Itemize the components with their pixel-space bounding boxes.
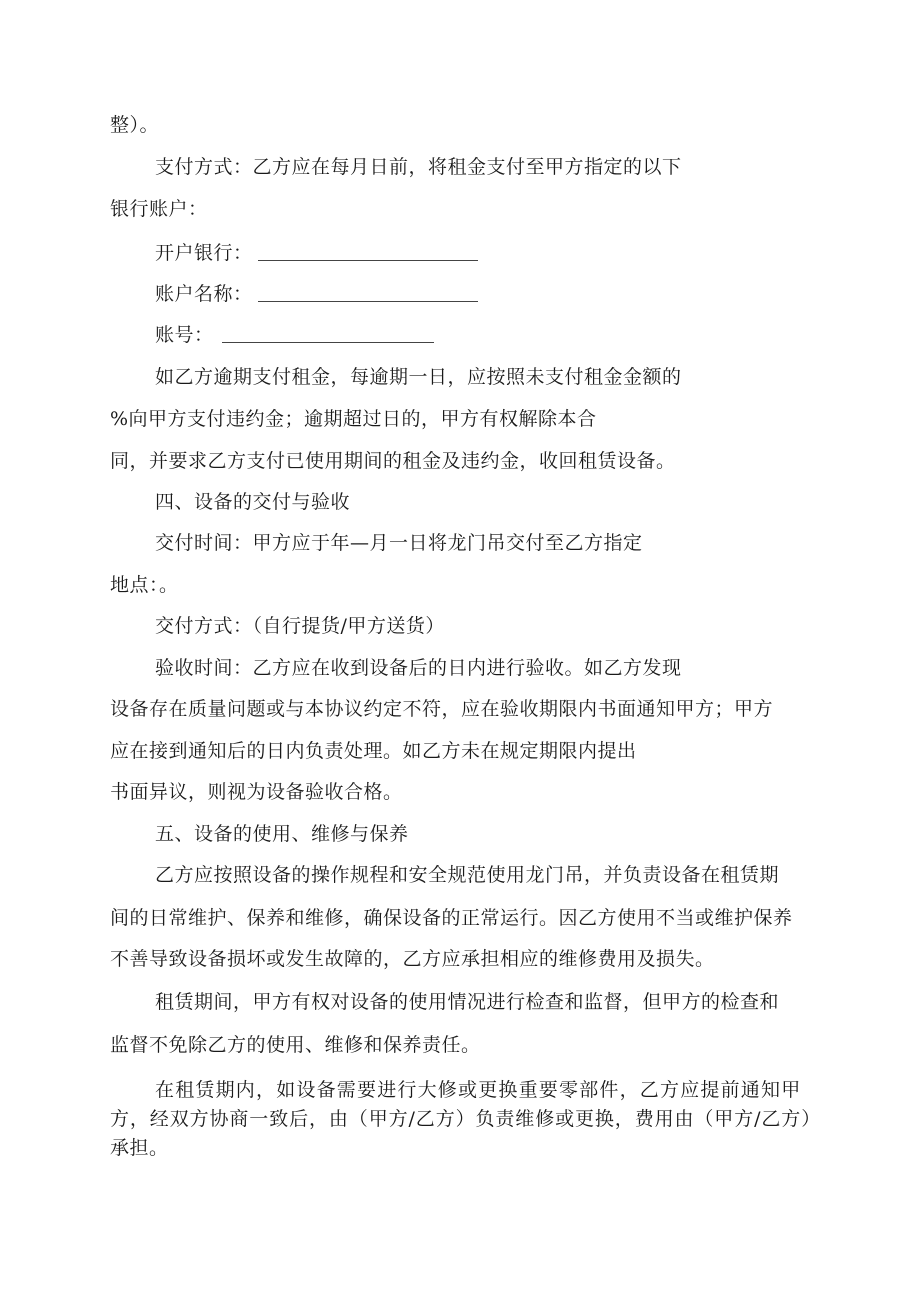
section-heading: 四、设备的交付与验收 bbox=[155, 491, 351, 513]
paragraph-line: 整）。 bbox=[110, 114, 160, 136]
paragraph-line: 书面异议，则视为设备验收合格。 bbox=[110, 781, 403, 803]
section-heading: 五、设备的使用、维修与保养 bbox=[155, 823, 409, 845]
paragraph-line: 乙方应按照设备的操作规程和安全规范使用龙门吊，并负责设备在租赁期 bbox=[155, 864, 780, 886]
paragraph-line: 在租赁期内，如设备需要进行大修或更换重要零部件，乙方应提前通知甲 bbox=[155, 1079, 802, 1101]
account-number-blank[interactable] bbox=[222, 342, 434, 343]
account-number-label: 账号： bbox=[155, 324, 214, 346]
bank-name-blank[interactable] bbox=[258, 260, 478, 261]
paragraph-line: 验收时间：乙方应在收到设备后的日内进行验收。如乙方发现 bbox=[155, 657, 682, 679]
account-name-label: 账户名称： bbox=[155, 283, 253, 305]
paragraph-line: 不善导致设备损坏或发生故障的，乙方应承担相应的维修费用及损失。 bbox=[110, 948, 715, 970]
paragraph-line: 间的日常维护、保养和维修，确保设备的正常运行。因乙方使用不当或维护保养 bbox=[110, 907, 793, 929]
account-name-blank[interactable] bbox=[258, 301, 478, 302]
paragraph-line: %向甲方支付违约金；逾期超过日的，甲方有权解除本合 bbox=[110, 408, 597, 430]
paragraph-line: 监督不免除乙方的使用、维修和保养责任。 bbox=[110, 1034, 481, 1056]
paragraph-line: 交付时间：甲方应于年—月一日将龙门吊交付至乙方指定 bbox=[155, 532, 643, 554]
paragraph-line: 租赁期间，甲方有权对设备的使用情况进行检查和监督，但甲方的检查和 bbox=[155, 991, 780, 1013]
paragraph-line: 应在接到通知后的日内负责处理。如乙方未在规定期限内提出 bbox=[110, 740, 637, 762]
paragraph-line: 交付方式：（自行提货/甲方送货） bbox=[155, 615, 445, 637]
paragraph-line: 银行账户： bbox=[110, 198, 208, 220]
paragraph-line: 支付方式：乙方应在每月日前，将租金支付至甲方指定的以下 bbox=[155, 156, 682, 178]
paragraph-line: 方，经双方协商一致后，由（甲方/乙方）负责维修或更换，费用由（甲方/乙方） bbox=[110, 1108, 822, 1130]
bank-name-label: 开户银行： bbox=[155, 242, 253, 264]
paragraph-line: 同，并要求乙方支付已使用期间的租金及违约金，收回租赁设备。 bbox=[110, 450, 676, 472]
paragraph-line: 承担。 bbox=[110, 1137, 169, 1159]
paragraph-line: 设备存在质量问题或与本协议约定不符，应在验收期限内书面通知甲方；甲方 bbox=[110, 698, 774, 720]
paragraph-line: 地点：。 bbox=[110, 574, 179, 596]
paragraph-line: 如乙方逾期支付租金，每逾期一日，应按照未支付租金金额的 bbox=[155, 366, 682, 388]
